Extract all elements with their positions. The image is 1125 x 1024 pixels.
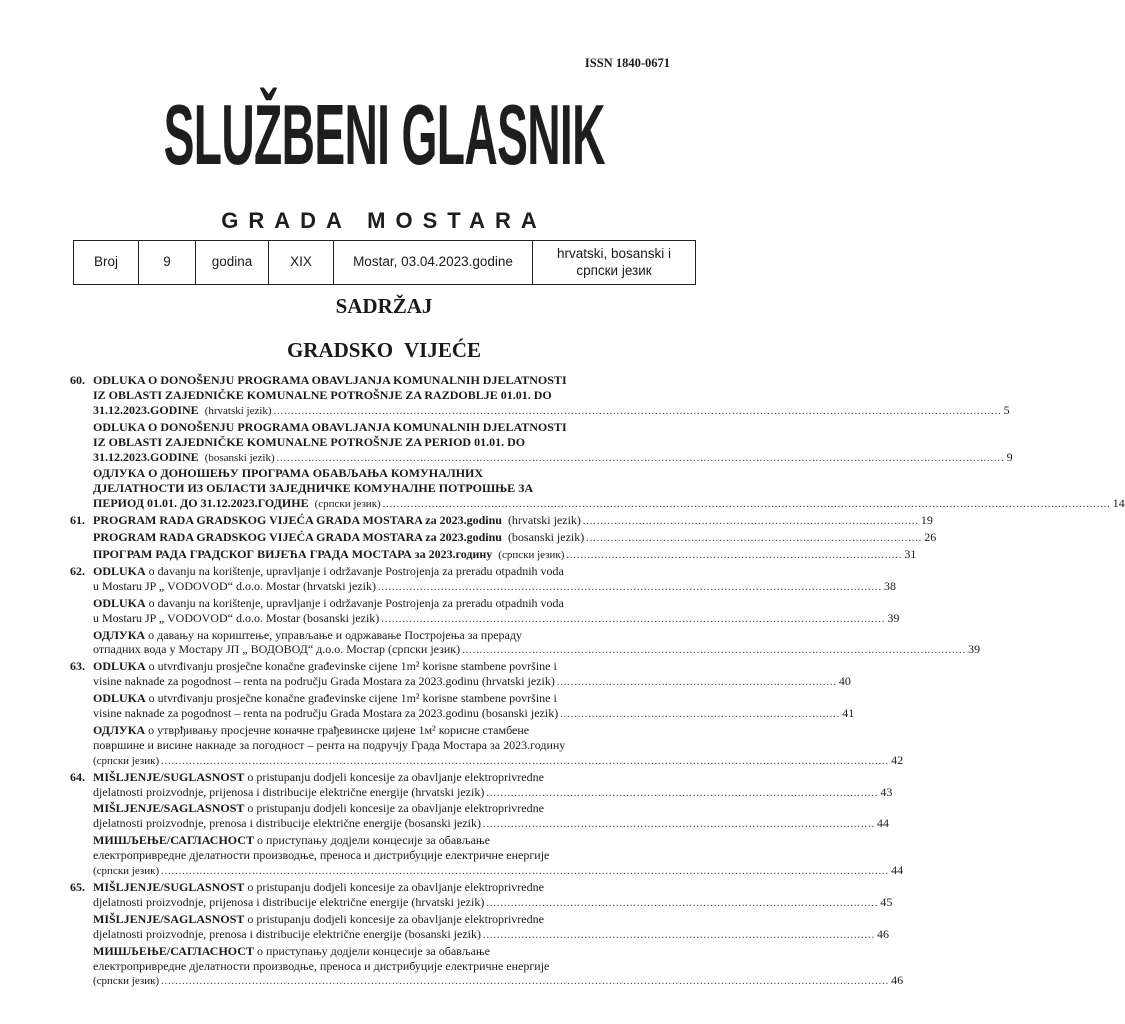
toc-line[interactable]: djelatnosti proizvodnje, prijenosa i distribucije električne energije (hrvatski jezik) ................................................................................................................ 45 [93, 895, 688, 912]
issn-number: ISSN 1840-0671 [584, 56, 670, 70]
dot-leader: ................................................................................................................................................ [381, 613, 886, 625]
toc-line: ДЈЕЛАТНОСТИ ИЗ ОБЛАСТИ ЗАЈЕДНИЧКЕ КОМУНАЛНЕ ПОТРОШЊЕ ЗА [93, 481, 534, 496]
toc-line: ODLUKA O DONOŠENJU PROGRAMA OBAVLJANJA KOMUNALNIH DJELATNOSTI [93, 419, 567, 434]
toc-line: MIŠLJENJE/SAGLASNOST o pristupanju dodjeli koncesije za obavljanje elektroprivredne [93, 911, 544, 926]
toc-line[interactable]: (српски језик) ................................................................................................................................................................................................................ 44 [93, 863, 688, 880]
page-number: 46 [877, 926, 889, 941]
toc-line: MIŠLJENJE/SAGLASNOST o pristupanju dodjeli koncesije za obavljanje elektroprivredne [93, 801, 544, 816]
toc-entry-62 [70, 563, 981, 659]
toc-line: IZ OBLASTI ZAJEDNIČKE KOMUNALNE POTROŠNJE ZA RAZDOBLJE 01.01. DO [93, 387, 552, 402]
dot-leader: ................................................................................................ [586, 533, 923, 545]
toc-line: MIŠLJENJE/SUGLASNOST o pristupanju dodjeli koncesije za obavljanje elektroprivredne [93, 880, 544, 894]
toc-line[interactable]: отпадних вода у Мостару ЈП „ ВОДОВОД“ д.о.о. Мостар (српски језик) ................................................................................................................................................ 39 [93, 642, 688, 659]
dot-leader: ................................................................................................................................................................................................................ [161, 866, 890, 878]
toc-line[interactable]: PROGRAM RADA GRADSKOG VIJEĆA GRADA MOSTARA za 2023.godinu (bosanski jezik) ................................................................................................ 26 [93, 530, 688, 547]
entry-number: 62. [70, 563, 85, 578]
masthead [0, 87, 768, 233]
dot-leader: ................................................................................................................................................................................................................ [382, 499, 1111, 511]
toc-line: IZ OBLASTI ZAJEDNIČKE KOMUNALNE POTROŠNJE ZA PERIOD 01.01. DO [93, 434, 526, 449]
toc-entry-64 [70, 769, 904, 880]
issue-date: Mostar, 03.04.2023.godine [334, 241, 533, 285]
toc-line: ODLUKA o utvrđivanju prosječne konačne građevinske cijene 1m² korisne stambene površine i [93, 691, 557, 706]
toc-line[interactable]: djelatnosti proizvodnje, prenosa i distribucije električne energije (bosanski jezik) ................................................................................................................ 46 [93, 927, 688, 944]
entry-number: 65. [70, 880, 85, 894]
toc-line[interactable]: PROGRAM RADA GRADSKOG VIJEĆA GRADA MOSTARA za 2023.godinu (hrvatski jezik) ................................................................................................ 19 [93, 513, 688, 530]
toc-line: ОДЛУКА о давању на кориштење, управљање и одржавање Постројења за прераду [93, 627, 522, 642]
page-number: 44 [891, 863, 904, 878]
page-number: 39 [968, 642, 981, 657]
dot-leader: ................................................................................................................................................................................................................ [276, 452, 1005, 464]
page-number: 43 [880, 784, 893, 799]
year-label: godina [196, 241, 269, 285]
page-number: 40 [838, 674, 851, 689]
page-number: 44 [877, 816, 889, 831]
page-number: 45 [880, 894, 893, 909]
toc-line[interactable]: djelatnosti proizvodnje, prenosa i distribucije električne energije (bosanski jezik) ................................................................................................................ 44 [93, 816, 688, 833]
entry-number: 61. [70, 513, 85, 528]
dot-leader: ................................................................................................................ [486, 787, 879, 799]
toc-line: ОДЛУКА О ДОНОШЕЊУ ПРОГРАМА ОБАВЉАЊА КОМУНАЛНИХ [93, 466, 484, 481]
toc-line: ODLUKA o utvrđivanju prosječne konačne građevinske cijene 1m² korisne stambene površine i [93, 659, 557, 674]
toc-line[interactable]: 31.12.2023.GODINE (bosanski jezik) ................................................................................................................................................................................................................ 9 [93, 450, 688, 467]
toc-entry-63 [70, 659, 904, 769]
toc-line[interactable]: u Mostaru JP „ VODOVOD“ d.o.o. Mostar (hrvatski jezik) ................................................................................................................................................ 38 [93, 579, 688, 596]
dot-leader: ................................................................................ [560, 709, 841, 721]
toc-line: електропривредне дјелатности производње, преноса и дистрибуције електричне енергије [93, 848, 550, 863]
entry-number: 64. [70, 769, 85, 784]
toc-line: ODLUKA O DONOŠENJU PROGRAMA OBAVLJANJA KOMUNALNIH DJELATNOSTI [93, 373, 567, 387]
toc-line[interactable]: visine naknade za pogodnost – renta na području Grada Mostara za 2023.godinu (hrvatski jezik) ................................................................................ 40 [93, 674, 688, 691]
issue-number-label: Broj [74, 241, 139, 285]
dot-leader: ................................................................................................................................................ [377, 581, 882, 593]
toc-line[interactable]: ПРОГРАМ РАДА ГРАДСКОГ ВИЈЕЋА ГРАДА МОСТАРА за 2023.годину (српски језик) ................................................................................................ 31 [93, 547, 688, 564]
toc-line: МИШЉЕЊЕ/САГЛАСНОСТ о приступању додјели концесије за обављање [93, 943, 490, 958]
toc-line: MIŠLJENJE/SUGLASNOST o pristupanju dodjeli koncesije za obavljanje elektroprivredne [93, 769, 544, 784]
toc-line[interactable]: ПЕРИОД 01.01. ДО 31.12.2023.ГОДИНЕ (српски језик) ................................................................................................................................................................................................................ 14 [93, 496, 688, 513]
page-number: 46 [891, 973, 904, 988]
toc-line: површине и висине накнаде за погодност – рента на подручју Града Мостара за 2023.годину [93, 737, 566, 752]
page-number: 41 [842, 706, 855, 721]
dot-leader: ................................................................................................................................................................................................................ [161, 755, 890, 767]
masthead-title: SLUŽBENI GLASNIK [163, 87, 605, 183]
dot-leader: ................................................................................ [556, 677, 837, 689]
dot-leader: ................................................................................................................................................................................................................ [161, 976, 890, 988]
page-number: 39 [887, 610, 900, 625]
page-number: 38 [883, 578, 896, 593]
toc-entry-65 [70, 880, 904, 990]
page-number: 19 [920, 513, 933, 528]
toc-entry-60 [70, 373, 1125, 513]
toc-line: електропривредне дјелатности производње, преноса и дистрибуције електричне енергије [93, 958, 550, 973]
toc-line[interactable]: (српски језик) ................................................................................................................................................................................................................ 42 [93, 753, 688, 770]
toc-line[interactable]: visine naknade za pogodnost – renta na području Grada Mostara za 2023.godinu (bosanski jezik) ................................................................................ 41 [93, 706, 688, 723]
toc-line: МИШЉЕЊЕ/САГЛАСНОСТ о приступању додјели концесије за обављање [93, 833, 490, 848]
toc-line: ОДЛУКА о утврђивању просјечне коначне грађевинске цијене 1м² корисне стамбене [93, 722, 530, 737]
page-number: 31 [904, 546, 917, 561]
issue-info-table [73, 240, 696, 285]
dot-leader: ................................................................................................................ [486, 897, 879, 909]
toc-line[interactable]: 31.12.2023.GODINE (hrvatski jezik) ................................................................................................................................................................................................................ 5 [93, 403, 688, 420]
year-roman: XIX [269, 241, 334, 285]
toc-line[interactable]: djelatnosti proizvodnje, prijenosa i distribucije električne energije (hrvatski jezik) ................................................................................................................ 43 [93, 785, 688, 802]
dot-leader: ................................................................................................................ [483, 929, 875, 941]
contents-heading: SADRŽAJ [335, 294, 433, 318]
dot-leader: ................................................................................................................ [483, 819, 875, 831]
page-number: 42 [891, 752, 904, 767]
council-heading: GRADSKO VIJEĆE [286, 338, 482, 362]
issue-languages: hrvatski, bosanski i српски језик [533, 241, 696, 285]
masthead-subtitle: GRADA MOSTARA [221, 208, 547, 233]
dot-leader: ................................................................................................ [582, 516, 919, 528]
toc-line: ODLUKA o davanju na korištenje, upravljanje i održavanje Postrojenja za preradu otpadnih voda [93, 563, 564, 578]
issue-number: 9 [139, 241, 196, 285]
toc-entry-61 [70, 513, 937, 564]
toc-line[interactable]: (српски језик) ................................................................................................................................................................................................................ 46 [93, 973, 688, 990]
page-number: 26 [924, 530, 937, 545]
page-number: 9 [1006, 449, 1013, 464]
entry-number: 63. [70, 659, 85, 674]
page-number: 14 [1112, 496, 1125, 511]
table-of-contents [70, 373, 1125, 990]
toc-line[interactable]: u Mostaru JP „ VODOVOD“ d.o.o. Mostar (bosanski jezik) ................................................................................................................................................ 39 [93, 611, 688, 628]
toc-line: ODLUKA o davanju na korištenje, upravljanje i održavanje Postrojenja za preradu otpadnih voda [93, 595, 564, 610]
dot-leader: ................................................................................................................................................ [462, 645, 967, 657]
dot-leader: ................................................................................................................................................................................................................ [273, 405, 1002, 417]
entry-number: 60. [70, 373, 85, 387]
page-number: 5 [1003, 402, 1010, 417]
dot-leader: ................................................................................................ [566, 549, 903, 561]
